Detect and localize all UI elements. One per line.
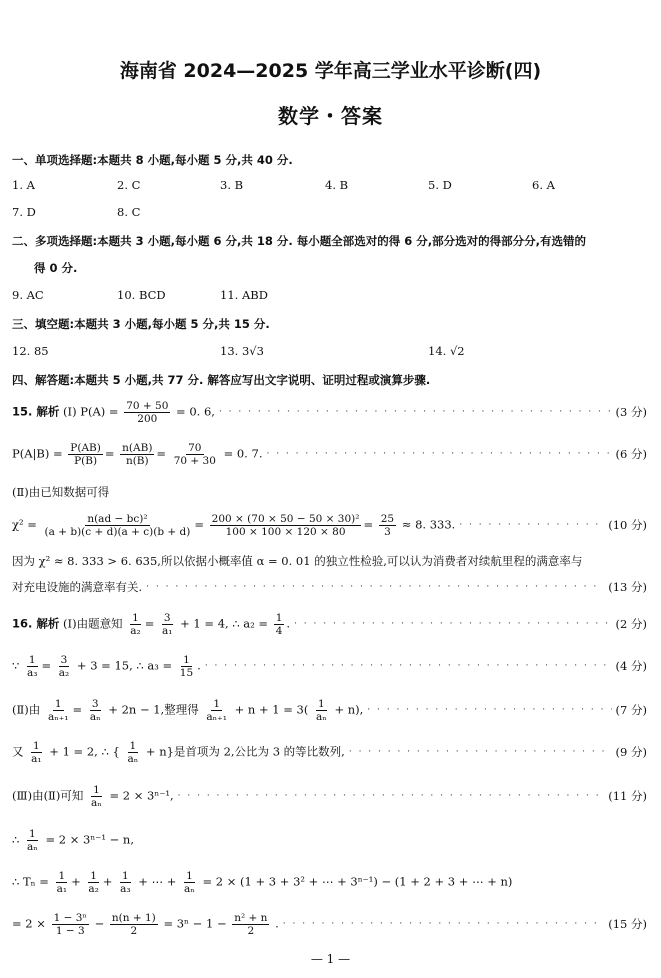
fraction: $\frac{1}{4}$ — [275, 611, 283, 637]
q15-line-1: 15. 解析 (Ⅰ) P(A) = $\frac{70 + 50}{200}$ = 0. 6, · · · (3 分) — [12, 400, 647, 424]
answer-5: 5. D — [428, 178, 452, 192]
fraction: $\frac{1}{\text{a₃}}$ — [26, 653, 38, 679]
page-number: — 1 — — [310, 952, 351, 966]
fraction: $\frac{1}{\text{a₂}}$ — [88, 869, 99, 895]
leader-dots — [266, 449, 611, 459]
score-6: (6 分) — [615, 447, 647, 461]
leader-dots — [205, 661, 612, 671]
fraction: $\frac{70}{70 + 30}$ — [173, 441, 216, 467]
q15-line-6: 对充电设施的满意率有关. · · · (13 分) — [12, 578, 647, 596]
q16-line-5: (Ⅲ)由(Ⅱ)可知 $\frac{1}{\text{aₙ}}$ = 2 × 3ⁿ⁻¹, · · · (11 分) — [12, 782, 647, 810]
leader-dots — [219, 407, 612, 417]
fraction: $\frac{n(AB)}{n(B)}$ — [122, 441, 153, 467]
q15-line-2: P(A|B) = $\frac{P(AB)}{P(B)}$ = $\frac{n(AB)}{n(B)}$ = $\frac{70}{70 + 30}$ = 0. 7. · · · (6 分) — [12, 440, 647, 468]
answer-12: 12. 85 — [12, 344, 49, 358]
q15-conclusion: 因为 χ² ≈ 8. 333 > 6. 635,所以依据小概率值 α = 0. 01 的独立性检验,可以认为消费者对续航里程的满意率与 — [12, 554, 583, 568]
fraction: $\frac{1}{\text{aₙ}}$ — [315, 697, 327, 723]
q16-line-3: (Ⅱ)由 $\frac{1}{\text{aₙ₊₁}}$ = $\frac{3}{\text{aₙ}}$ + 2n − 1,整理得 $\frac{1}{\text{aₙ₊₁}}$ + n + 1 = 3( $\frac{1}{\text{aₙ}}$ + n), · · · (7 分) — [12, 696, 647, 724]
q16-line-6: ∴ $\frac{1}{\text{aₙ}}$ = 2 × 3ⁿ⁻¹ − n, — [12, 827, 134, 853]
q16-line-1: 16. 解析 (Ⅰ)由题意知 $\frac{1}{\text{a₂}}$ = $\frac{3}{\text{a₁}}$ + 1 = 4, ∴ a₂ = $\frac{1}{4}$ . · · · (2 分) — [12, 610, 647, 638]
score-4: (4 分) — [615, 659, 647, 673]
fraction: $\frac{\text{1 − 3ⁿ}}{1 - 3}$ — [53, 911, 87, 937]
section-solutions: 四、解答题:本题共 5 小题,共 77 分. 解答应写出文字说明、证明过程或演算步骤. — [12, 373, 431, 387]
score-9: (9 分) — [615, 745, 647, 759]
answer-3: 3. B — [220, 178, 244, 192]
q15-part-2-intro: (Ⅱ)由已知数据可得 — [12, 485, 110, 499]
section-single-choice: 一、单项选择题:本题共 8 小题,每小题 5 分,共 40 分. — [12, 153, 293, 167]
answer-6: 6. A — [532, 178, 555, 192]
q16-label: 16. 解析 — [12, 616, 60, 630]
score-7: (7 分) — [615, 703, 647, 717]
fraction: $\frac{1}{\text{a₁}}$ — [56, 869, 68, 895]
score-11: (11 分) — [608, 789, 647, 803]
leader-dots — [294, 619, 611, 629]
leader-dots — [146, 582, 604, 592]
fraction: $\frac{\text{n² + n}}{2}$ — [234, 911, 268, 937]
q16-line-8: = 2 × $\frac{\text{1 − 3ⁿ}}{1 - 3}$ − $\frac{n(n + 1)}{2}$ = 3ⁿ − 1 − $\frac{\text{n² + n}}{2}$ . · · · (15 分) — [12, 910, 647, 938]
fraction: $\frac{n(n + 1)}{2}$ — [111, 911, 156, 937]
fraction: $\frac{1}{\text{a₁}}$ — [31, 739, 42, 765]
fraction: $\frac{1}{\text{aₙ₊₁}}$ — [47, 697, 69, 723]
fraction: $\frac{\text{n(ad − bc)²}}{(a + b)(c + d)(a + c)(b + d)}$ — [44, 512, 191, 538]
leader-dots — [349, 747, 612, 757]
answer-10: 10. BCD — [117, 288, 166, 302]
answer-1: 1. A — [12, 178, 35, 192]
page-subtitle: 数学・答案 — [278, 104, 383, 128]
score-13: (13 分) — [608, 580, 647, 594]
fraction: $\frac{1}{\text{aₙ}}$ — [127, 739, 139, 765]
fraction: $\frac{1}{15}$ — [179, 653, 194, 679]
fraction: $\frac{3}{\text{a₁}}$ — [162, 611, 173, 637]
fraction: $\frac{1}{\text{aₙ₊₁}}$ — [206, 697, 227, 723]
answer-4: 4. B — [325, 178, 349, 192]
q16-line-7: ∴ Tₙ = $\frac{1}{\text{a₁}}$ + $\frac{1}{\text{a₂}}$ + $\frac{1}{\text{a₃}}$ + ⋯ + $\frac{1}{\text{aₙ}}$ = 2 × (1 + 3 + 3² + ⋯ + 3ⁿ⁻¹) − (1 + 2 + 3 + ⋯ + n) — [12, 869, 513, 895]
q15-line-4: χ² = $\frac{\text{n(ad − bc)²}}{(a + b)(c + d)(a + c)(b + d)}$ = $\frac{\text{200 × (70 × 50 − 50 × 30)²}}{100 \times 100 \times 120 \times 80}$ = $\frac{25}{3}$ ≈ 8. 333. · · · (10 分) — [12, 510, 647, 540]
fraction: $\frac{1}{\text{aₙ}}$ — [184, 869, 195, 895]
q16-line-4: 又 $\frac{1}{\text{a₁}}$ + 1 = 2, ∴ { $\frac{1}{\text{aₙ}}$ + n}是首项为 2,公比为 3 的等比数列, · · · (9 分) — [12, 738, 647, 766]
fraction: $\frac{70 + 50}{200}$ — [126, 399, 169, 425]
score-15: (15 分) — [608, 917, 647, 931]
answer-7: 7. D — [12, 205, 36, 219]
fraction: $\frac{\text{200 × (70 × 50 − 50 × 30)²}}{100 \times 100 \times 120 \times 80}$ — [211, 512, 360, 538]
leader-dots — [459, 520, 604, 530]
section-multiple-choice-cont: 得 0 分. — [34, 261, 78, 275]
fraction: $\frac{P(AB)}{P(B)}$ — [70, 441, 101, 467]
fraction: $\frac{1}{\text{a₃}}$ — [120, 869, 131, 895]
fraction: $\frac{3}{\text{aₙ}}$ — [89, 697, 101, 723]
answer-14: 14. √2 — [428, 344, 465, 358]
fraction: $\frac{1}{\text{a₂}}$ — [130, 611, 141, 637]
score-3: (3 分) — [615, 405, 647, 419]
leader-dots — [178, 791, 605, 801]
q15-label: 15. 解析 — [12, 404, 60, 418]
answer-13: 13. 3√3 — [220, 344, 264, 358]
score-2: (2 分) — [615, 617, 647, 631]
answer-8: 8. C — [117, 205, 141, 219]
q16-line-2: ∵ $\frac{1}{\text{a₃}}$ = $\frac{3}{\text{a₂}}$ + 3 = 15, ∴ a₃ = $\frac{1}{15}$ . · · · (4 分) — [12, 652, 647, 680]
fraction: $\frac{3}{\text{a₂}}$ — [58, 653, 70, 679]
fraction: $\frac{25}{3}$ — [380, 512, 395, 538]
answer-2: 2. C — [117, 178, 141, 192]
section-multiple-choice: 二、多项选择题:本题共 3 小题,每小题 6 分,共 18 分. 每小题全部选对的得 6 分,部分选对的得部分分,有选错的 — [12, 234, 586, 248]
answer-11: 11. ABD — [220, 288, 268, 302]
leader-dots — [283, 919, 604, 929]
fraction: $\frac{1}{\text{aₙ}}$ — [26, 827, 38, 853]
fraction: $\frac{1}{\text{aₙ}}$ — [91, 783, 102, 809]
section-fill-blank: 三、填空题:本题共 3 小题,每小题 5 分,共 15 分. — [12, 317, 270, 331]
leader-dots — [367, 705, 611, 715]
answer-9: 9. AC — [12, 288, 44, 302]
page-title: 海南省 2024—2025 学年高三学业水平诊断(四) — [119, 60, 542, 82]
score-10: (10 分) — [608, 518, 647, 532]
